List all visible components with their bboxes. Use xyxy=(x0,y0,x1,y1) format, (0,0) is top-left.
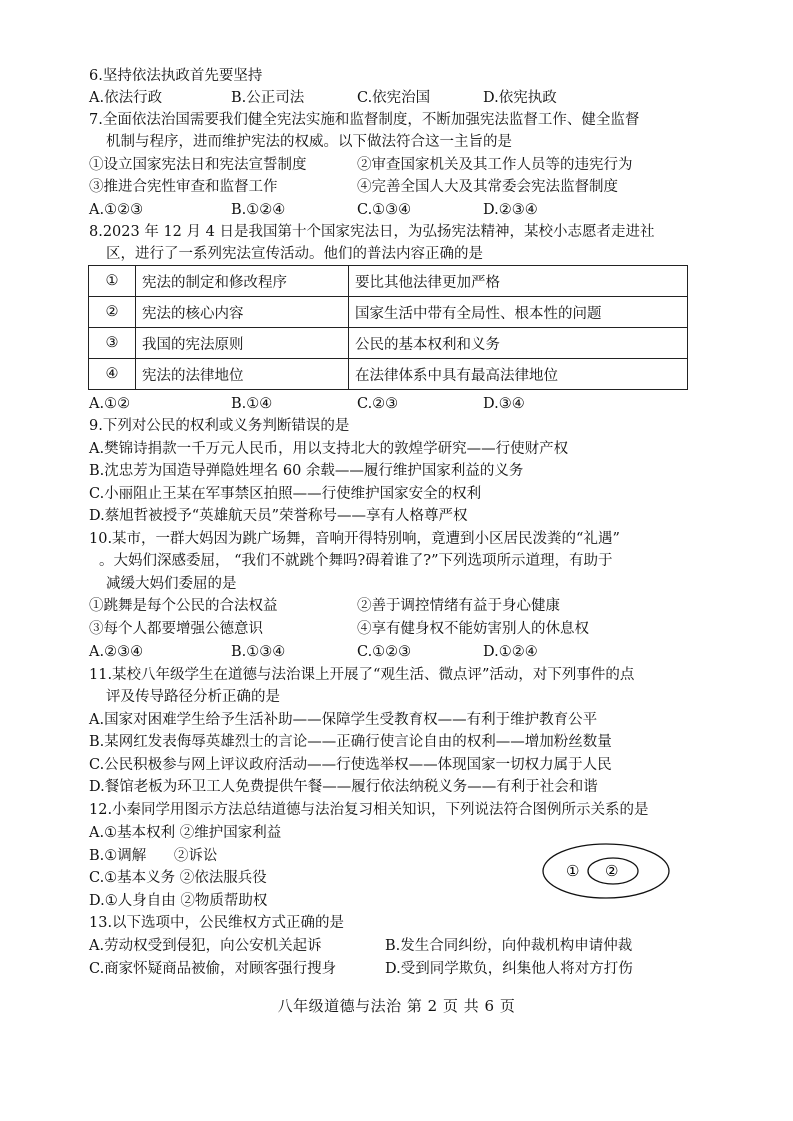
q8-stem-line2: 区，进行了一系列宪法宣传活动。他们的普法内容正确的是 xyxy=(106,246,483,262)
q12-option-c: C.①基本义务 ②依法服兵役 xyxy=(89,870,267,886)
table-row xyxy=(89,297,688,328)
q7-item-2: ②审查国家机关及其工作人员等的违宪行为 xyxy=(357,157,633,173)
q11-option-b: B.某网红发表侮辱英雄烈士的言论——正确行使言论自由的权利——增加粉丝数量 xyxy=(89,734,612,750)
q8-row-content: 公民的基本权利和义务 xyxy=(349,328,688,359)
q13-option-a: A.劳动权受到侵犯，向公安机关起诉 xyxy=(89,938,322,954)
q6-option-a: A.依法行政 xyxy=(89,90,163,106)
q8-option-a: A.①② xyxy=(89,396,131,412)
q10-stem-line3: 减缓大妈们委屈的是 xyxy=(106,576,237,592)
table-row xyxy=(89,359,688,390)
q12-venn-diagram xyxy=(541,842,671,900)
q10-option-c: C.①②③ xyxy=(357,644,412,660)
q10-option-a: A.②③④ xyxy=(89,644,144,660)
q9-option-d: D.蔡旭哲被授予“英雄航天员”荣誉称号——享有人格尊严权 xyxy=(89,508,468,524)
q9-option-b: B.沈忠芳为国造导弹隐姓埋名 60 余载——履行维护国家利益的义务 xyxy=(89,463,524,479)
q13-option-c: C.商家怀疑商品被偷，对顾客强行搜身 xyxy=(89,961,337,977)
q7-item-4: ④完善全国人大及其常委会宪法监督制度 xyxy=(357,179,618,195)
q8-row-content: 要比其他法律更加严格 xyxy=(349,266,688,297)
table-row xyxy=(89,328,688,359)
inner-label: ② xyxy=(605,862,619,880)
q8-row-num: ② xyxy=(89,297,136,328)
q12-option-d: D.①人身自由 ②物质帮助权 xyxy=(89,893,268,909)
q7-stem-line1: 7.全面依法治国需要我们健全宪法实施和监督制度，不断加强宪法监督工作、健全监督 xyxy=(89,112,640,128)
q12-option-a: A.①基本权利 ②维护国家利益 xyxy=(89,825,282,841)
q10-item-3: ③每个人都要增强公德意识 xyxy=(89,621,263,637)
q7-option-a: A.①②③ xyxy=(89,202,144,218)
q8-row-num: ④ xyxy=(89,359,136,390)
q11-stem-line2: 评及传导路径分析正确的是 xyxy=(106,689,280,705)
q12-option-b: B.①调解 ②诉讼 xyxy=(89,848,218,864)
q7-item-3: ③推进合宪性审查和监督工作 xyxy=(89,179,278,195)
q10-option-b: B.①③④ xyxy=(231,644,286,660)
q9-stem: 9.下列对公民的权利或义务判断错误的是 xyxy=(89,418,350,434)
q11-option-d: D.餐馆老板为环卫工人免费提供午餐——履行依法纳税义务——有利于社会和谐 xyxy=(89,779,598,795)
q8-row-num: ③ xyxy=(89,328,136,359)
q10-option-d: D.①②④ xyxy=(483,644,538,660)
q8-option-c: C.②③ xyxy=(357,396,399,412)
q10-stem-line2: 。大妈们深感委屈， “我们不就跳个舞吗?碍着谁了?”下列选项所示道理，有助于 xyxy=(99,553,613,569)
q8-row-num: ① xyxy=(89,266,136,297)
q11-stem-line1: 11.某校八年级学生在道德与法治课上开展了“观生活、微点评”活动，对下列事件的点 xyxy=(89,667,635,683)
q12-stem: 12.小秦同学用图示方法总结道德与法治复习相关知识，下列说法符合图例所示关系的是 xyxy=(89,802,649,818)
q9-option-a: A.樊锦诗捐款一千万元人民币，用以支持北大的敦煌学研究——行使财产权 xyxy=(89,441,569,457)
q13-option-d: D.受到同学欺负，纠集他人将对方打伤 xyxy=(385,961,633,977)
q8-row-topic: 宪法的制定和修改程序 xyxy=(136,266,349,297)
q11-option-c: C.公民积极参与网上评议政府活动——行使选举权——体现国家一切权力属于人民 xyxy=(89,757,612,773)
q10-item-4: ④享有健身权不能妨害别人的休息权 xyxy=(357,621,589,637)
q7-stem-line2: 机制与程序，进而维护宪法的权威。以下做法符合这一主旨的是 xyxy=(106,134,512,150)
q7-item-1: ①设立国家宪法日和宪法宣誓制度 xyxy=(89,157,307,173)
outer-label: ① xyxy=(566,862,580,880)
q8-row-topic: 宪法的核心内容 xyxy=(136,297,349,328)
q10-stem-line1: 10.某市，一群大妈因为跳广场舞，音响开得特别响，竟遭到小区居民泼粪的“礼遇” xyxy=(89,531,620,547)
q8-stem-line1: 8.2023 年 12 月 4 日是我国第十个国家宪法日，为弘扬宪法精神，某校小志愿者走进社 xyxy=(89,224,655,240)
q10-item-2: ②善于调控情绪有益于身心健康 xyxy=(357,598,560,614)
q8-option-b: B.①④ xyxy=(231,396,273,412)
q8-table xyxy=(88,265,688,390)
q6-option-d: D.依宪执政 xyxy=(483,90,557,106)
q7-option-d: D.②③④ xyxy=(483,202,538,218)
q13-option-b: B.发生合同纠纷，向仲裁机构申请仲裁 xyxy=(385,938,633,954)
q13-stem: 13.以下选项中，公民维权方式正确的是 xyxy=(89,915,345,931)
table-row xyxy=(89,266,688,297)
q11-option-a: A.国家对困难学生给予生活补助——保障学生受教育权——有利于维护教育公平 xyxy=(89,712,598,728)
q6-option-b: B.公正司法 xyxy=(231,90,305,106)
q6-stem: 6.坚持依法执政首先要坚持 xyxy=(89,68,263,84)
q10-item-1: ①跳舞是每个公民的合法权益 xyxy=(89,598,278,614)
q8-row-content: 国家生活中带有全局性、根本性的问题 xyxy=(349,297,688,328)
q7-option-b: B.①②④ xyxy=(231,202,286,218)
q8-row-topic: 宪法的法律地位 xyxy=(136,359,349,390)
q7-option-c: C.①③④ xyxy=(357,202,412,218)
q6-option-c: C.依宪治国 xyxy=(357,90,431,106)
q8-option-d: D.③④ xyxy=(483,396,525,412)
page-footer: 八年级道德与法治 第 2 页 共 6 页 xyxy=(277,997,516,1015)
q8-row-content: 在法律体系中具有最高法律地位 xyxy=(349,359,688,390)
q8-row-topic: 我国的宪法原则 xyxy=(136,328,349,359)
q9-option-c: C.小丽阻止王某在军事禁区拍照——行使维护国家安全的权利 xyxy=(89,486,482,502)
